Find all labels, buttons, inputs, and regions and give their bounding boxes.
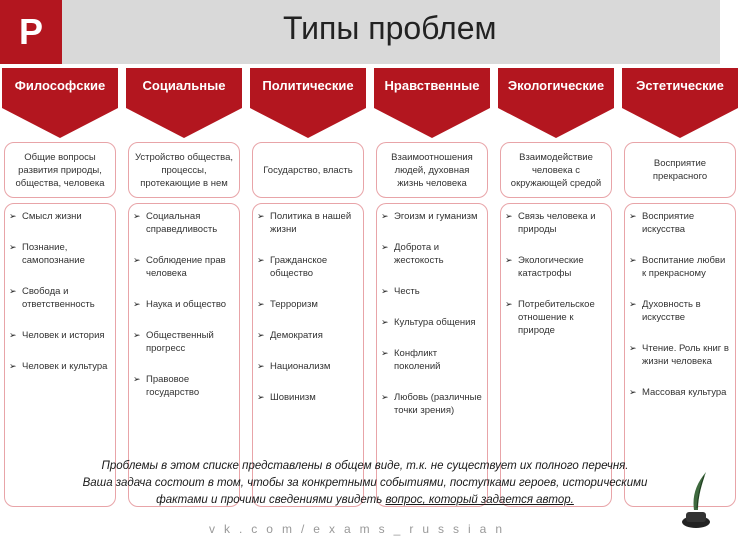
quill-inkwell-icon bbox=[676, 470, 716, 530]
bullet-arrow-icon: ➢ bbox=[9, 361, 17, 371]
list-item bbox=[505, 210, 607, 236]
footnote bbox=[20, 458, 710, 509]
column-title: Нравственные bbox=[384, 78, 480, 93]
list-item-text: Смысл жизни bbox=[22, 211, 82, 222]
column-0 bbox=[2, 68, 118, 372]
bullet-arrow-icon: ➢ bbox=[381, 286, 389, 296]
bullet-arrow-icon: ➢ bbox=[9, 286, 17, 296]
list-item-text: Чтение. Роль книг в жизни человека bbox=[642, 343, 729, 367]
footnote-line-3-text: фактами и прочими сведениями увидеть bbox=[156, 494, 386, 506]
bullet-arrow-icon: ➢ bbox=[257, 255, 265, 265]
list-item bbox=[257, 210, 359, 236]
list-item-text: Потребительское отношение к природе bbox=[518, 299, 595, 336]
list-item bbox=[257, 254, 359, 280]
bullet-arrow-icon: ➢ bbox=[133, 374, 141, 384]
list-item-text: Правовое государство bbox=[146, 374, 200, 398]
column-1 bbox=[126, 68, 242, 398]
column-title: Философские bbox=[14, 78, 106, 93]
bullet-arrow-icon: ➢ bbox=[257, 361, 265, 371]
list-item bbox=[629, 254, 731, 280]
bullet-arrow-icon: ➢ bbox=[381, 242, 389, 252]
bullet-arrow-icon: ➢ bbox=[133, 255, 141, 265]
column-header bbox=[250, 68, 366, 140]
bullet-arrow-icon: ➢ bbox=[257, 330, 265, 340]
column-3 bbox=[374, 68, 490, 416]
list-item-text: Воспитание любви к прекрасному bbox=[642, 255, 726, 279]
column-header bbox=[126, 68, 242, 140]
bullet-arrow-icon: ➢ bbox=[381, 348, 389, 358]
bullet-arrow-icon: ➢ bbox=[9, 330, 17, 340]
list-item-text: Соблюдение прав человека bbox=[146, 255, 226, 279]
column-description: Общие вопросы развития природы, общества, человека bbox=[4, 142, 116, 198]
list-item-text: Национализм bbox=[270, 361, 331, 372]
column-description: Взаимодействие человека с окружающей средой bbox=[500, 142, 612, 198]
list-item-text: Эгоизм и гуманизм bbox=[394, 211, 478, 222]
list-item bbox=[133, 298, 235, 311]
list-item-text: Общественный прогресс bbox=[146, 330, 214, 354]
bullet-arrow-icon: ➢ bbox=[133, 299, 141, 309]
list-item-text: Любовь (различные точки зрения) bbox=[394, 392, 482, 416]
list-item-text: Массовая культура bbox=[642, 387, 727, 398]
list-item bbox=[9, 241, 111, 267]
list-item bbox=[381, 391, 483, 417]
list-item bbox=[505, 254, 607, 280]
bullet-arrow-icon: ➢ bbox=[381, 392, 389, 402]
list-item bbox=[381, 241, 483, 267]
bullet-arrow-icon: ➢ bbox=[629, 343, 637, 353]
list-item bbox=[381, 210, 483, 223]
column-header bbox=[498, 68, 614, 140]
footnote-line-2: Ваша задача состоит в том, чтобы за конкретными событиями, поступками героев, историческими bbox=[82, 477, 648, 489]
list-item-text: Терроризм bbox=[270, 299, 318, 310]
list-item-text: Шовинизм bbox=[270, 392, 316, 403]
list-item bbox=[629, 342, 731, 368]
list-item-text: Свобода и ответственность bbox=[22, 286, 95, 310]
bullet-arrow-icon: ➢ bbox=[9, 211, 17, 221]
bullet-arrow-icon: ➢ bbox=[257, 392, 265, 402]
column-header bbox=[2, 68, 118, 140]
list-item bbox=[629, 210, 731, 236]
list-item bbox=[9, 285, 111, 311]
list-item-text: Человек и история bbox=[22, 330, 105, 341]
bullet-arrow-icon: ➢ bbox=[629, 255, 637, 265]
column-description: Восприятие прекрасного bbox=[624, 142, 736, 198]
column-title: Эстетические bbox=[636, 78, 724, 93]
column-header bbox=[622, 68, 738, 140]
bullet-arrow-icon: ➢ bbox=[133, 211, 141, 221]
list-item-text: Политика в нашей жизни bbox=[270, 211, 352, 235]
logo: P bbox=[0, 0, 62, 64]
column-4 bbox=[498, 68, 614, 336]
list-item-text: Демократия bbox=[270, 330, 323, 341]
list-item bbox=[381, 285, 483, 298]
footnote-line-1: Проблемы в этом списке представлены в общем виде, т.к. не существует их полного перечня. bbox=[101, 460, 629, 472]
bullet-arrow-icon: ➢ bbox=[505, 255, 513, 265]
column-description: Взаимоотношения людей, духовная жизнь человека bbox=[376, 142, 488, 198]
list-item-text: Восприятие искусства bbox=[642, 211, 695, 235]
list-item-text: Честь bbox=[394, 286, 420, 297]
page-title: Типы проблем bbox=[283, 10, 497, 46]
footnote-line-3-underlined: вопрос, который задается автор. bbox=[385, 494, 574, 506]
column-description: Государство, власть bbox=[252, 142, 364, 198]
bullet-arrow-icon: ➢ bbox=[133, 330, 141, 340]
list-item bbox=[381, 316, 483, 329]
bullet-arrow-icon: ➢ bbox=[381, 211, 389, 221]
bullet-arrow-icon: ➢ bbox=[505, 299, 513, 309]
list-item-text: Экологические катастрофы bbox=[518, 255, 584, 279]
column-5 bbox=[622, 68, 738, 398]
list-item bbox=[257, 360, 359, 373]
list-item-text: Наука и общество bbox=[146, 299, 227, 310]
column-description: Устройство общества, процессы, протекающие в нем bbox=[128, 142, 240, 198]
list-item bbox=[257, 329, 359, 342]
footnote-line-3 bbox=[20, 492, 710, 509]
bullet-arrow-icon: ➢ bbox=[381, 317, 389, 327]
column-2 bbox=[250, 68, 366, 403]
list-item-text: Познание, самопознание bbox=[22, 242, 85, 266]
list-item bbox=[629, 386, 731, 399]
list-item bbox=[133, 373, 235, 399]
list-item bbox=[9, 210, 111, 223]
bullet-arrow-icon: ➢ bbox=[257, 299, 265, 309]
list-item-text: Социальная справедливость bbox=[146, 211, 218, 235]
column-title: Политические bbox=[262, 78, 354, 93]
list-item bbox=[381, 347, 483, 373]
list-item bbox=[133, 254, 235, 280]
list-item-text: Гражданское общество bbox=[270, 255, 328, 279]
list-item-text: Доброта и жестокость bbox=[394, 242, 444, 266]
list-item bbox=[9, 329, 111, 342]
column-title: Экологические bbox=[507, 78, 605, 93]
watermark: vk.com/exams_russian bbox=[208, 522, 512, 536]
bullet-arrow-icon: ➢ bbox=[505, 211, 513, 221]
column-header bbox=[374, 68, 490, 140]
column-title: Социальные bbox=[142, 78, 226, 93]
list-item-text: Связь человека и природы bbox=[518, 211, 596, 235]
list-item-text: Духовность в искусстве bbox=[642, 299, 701, 323]
list-item-text: Человек и культура bbox=[22, 361, 108, 372]
list-item bbox=[133, 210, 235, 236]
bullet-arrow-icon: ➢ bbox=[257, 211, 265, 221]
bullet-arrow-icon: ➢ bbox=[629, 387, 637, 397]
list-item-text: Конфликт поколений bbox=[394, 348, 441, 372]
list-item bbox=[9, 360, 111, 373]
bullet-arrow-icon: ➢ bbox=[9, 242, 17, 252]
list-item bbox=[133, 329, 235, 355]
bullet-arrow-icon: ➢ bbox=[629, 211, 637, 221]
list-item bbox=[629, 298, 731, 324]
list-item bbox=[257, 298, 359, 311]
list-item bbox=[505, 298, 607, 337]
list-item bbox=[257, 391, 359, 404]
bullet-arrow-icon: ➢ bbox=[629, 299, 637, 309]
list-item-text: Культура общения bbox=[394, 317, 476, 328]
